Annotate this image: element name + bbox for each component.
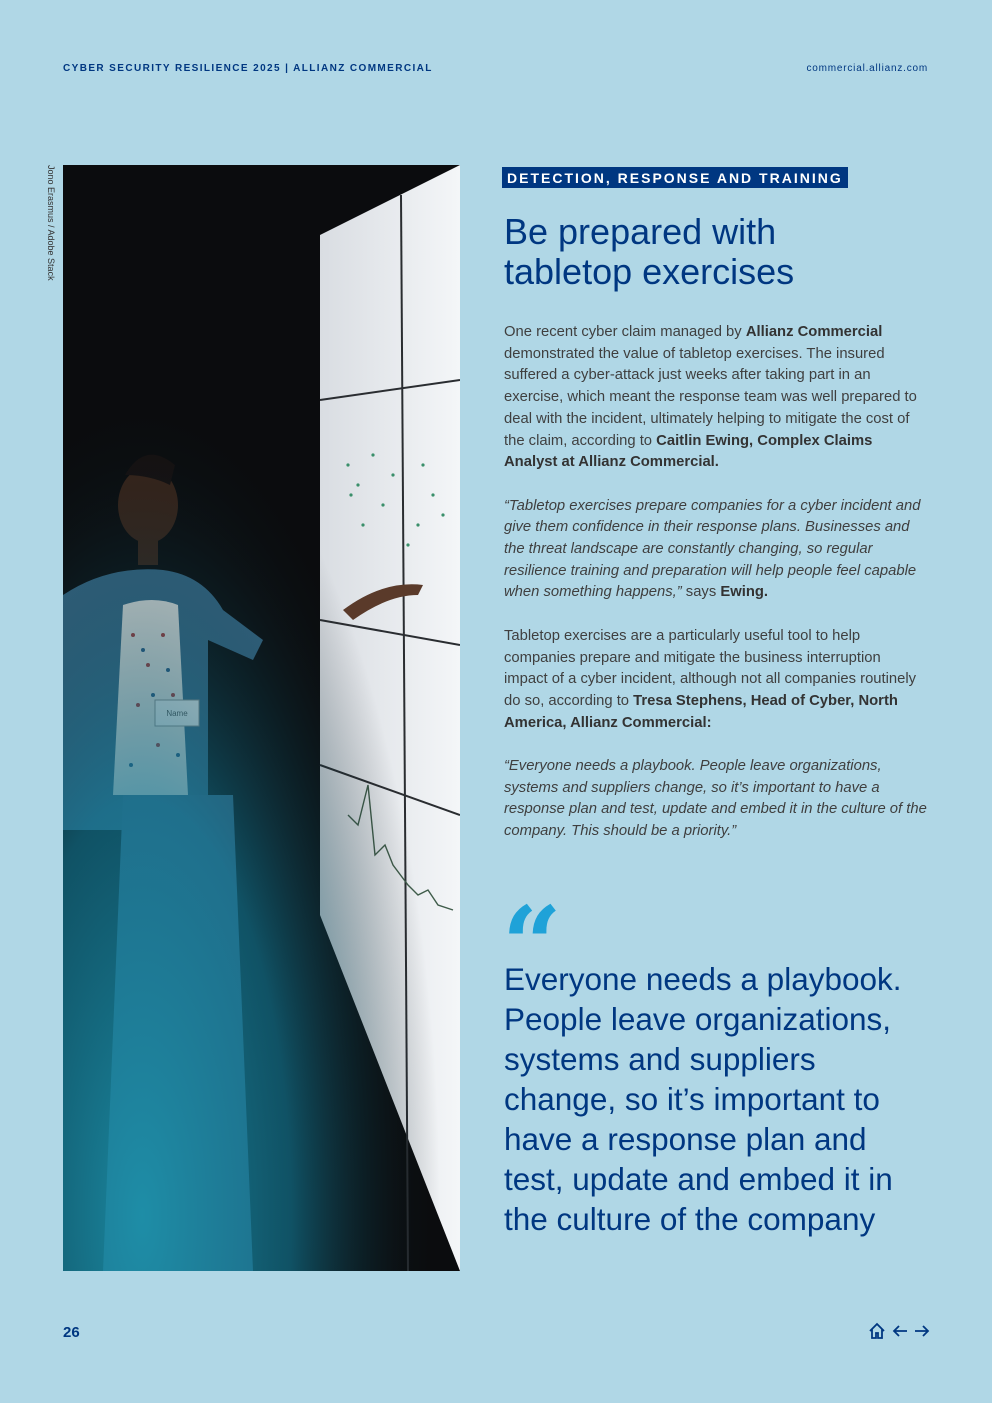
p1-text-c: demonstrated the value of tabletop exercises. The insured suffered a cyber-attack just weeks after taking part in an exercise, which meant the response team was well prepared to deal with the incident, ultimately helping to mitigate the cost of the claim, according to [504,345,917,449]
page-navigation [868,1322,930,1345]
page-title-line-2: tabletop exercises [504,251,795,292]
paragraph-stephens-intro [504,626,928,735]
page-title [504,212,928,292]
p2-text-a: Tabletop exercises are a particularly useful tool to help companies prepare and mitigate the business interruption impact of a cyber incident, although not all companies routinely do so, according to [504,627,917,709]
page-title-line-1: Be prepared with [504,211,777,252]
body-text [504,322,928,843]
q1-name: Ewing. [720,584,769,601]
paragraph-ewing-quote [504,496,928,605]
hero-photo [63,165,460,1271]
photo-credit: Jono Erasmus / Adobe Stack [46,165,56,281]
paragraph-stephens-quote: “Everyone needs a playbook. People leave organizations, systems and suppliers change, so it’s important to have a response plan and test, update and embed it in the culture of the company. This should be a priority.” [504,758,927,840]
arrow-right-icon[interactable] [914,1324,930,1343]
header-website-link[interactable]: commercial.allianz.com [806,63,928,74]
home-icon[interactable] [868,1322,886,1345]
p1-text-b: Allianz Commercial [745,324,883,340]
pull-quote: Everyone needs a playbook. People leave organizations, systems and suppliers change, so it’s important to have a response plan and test, update and embed it in the culture of the company [504,961,902,1237]
header-publication-title: CYBER SECURITY RESILIENCE 2025 | ALLIANZ COMMERCIAL [63,63,433,74]
page-number: 26 [63,1324,80,1341]
p1-text-d: Caitlin Ewing, Complex Claims Analyst at Allianz Commercial. [504,432,873,471]
presenter-illustration [63,165,460,1271]
p1-text-a: One recent cyber claim managed by [504,324,746,340]
p2-text-b: Tresa Stephens, Head of Cyber, North America, Allianz Commercial: [504,692,898,731]
q1-text: “Tabletop exercises prepare companies for a cyber incident and give them confidence in their response plans. Businesses and the threat landscape are constantly changing, so regular resilience training and preparation will help people feel capable when something happens,” [504,497,921,601]
quote-mark-icon: “ [502,883,562,1006]
q1-says: says [681,584,721,601]
paragraph-claim-example [504,322,928,474]
section-tag: DETECTION, RESPONSE AND TRAINING [502,167,848,188]
arrow-left-icon[interactable] [892,1324,908,1343]
